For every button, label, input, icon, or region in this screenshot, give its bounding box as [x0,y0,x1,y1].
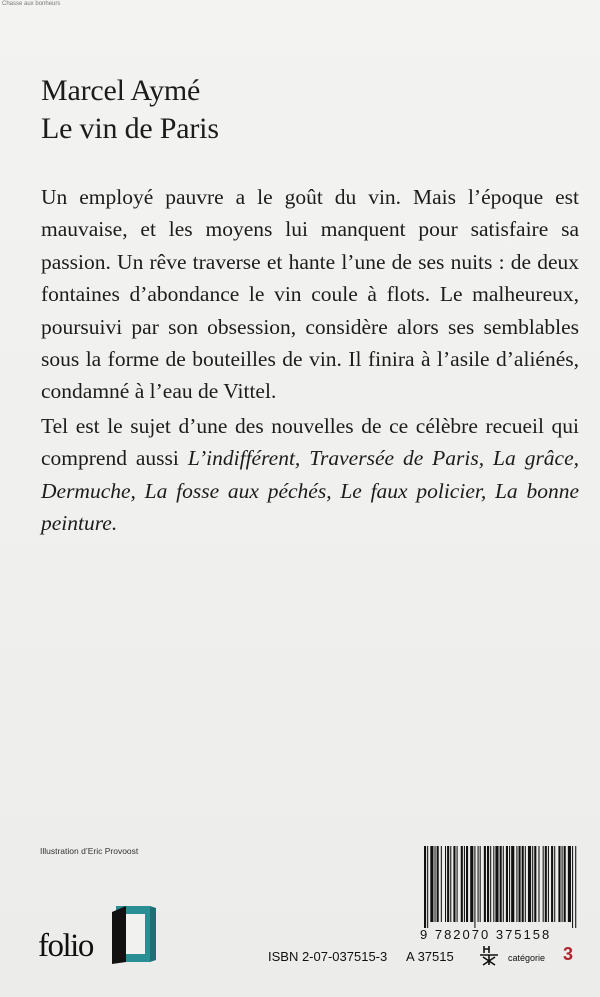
barcode-bar [457,846,458,922]
barcode-bar [490,846,491,922]
barcode-bar [437,846,439,922]
barcode-bar [558,846,560,922]
isbn: ISBN 2-07-037515-3 [268,949,388,964]
barcode-bar [545,846,547,922]
barcode-bar [532,846,533,922]
publisher-sigil-icon [477,943,501,967]
category-label: catégorie [508,953,546,963]
barcode-bar [509,846,510,922]
barcode-bar [572,846,573,928]
barcode-bar [500,846,502,922]
barcode-bar [484,846,486,922]
barcode-bar [478,846,479,922]
barcode-bar [519,846,521,922]
barcode-bar [427,846,428,928]
author-name: Marcel Aymé [41,74,201,107]
folio-logo-word: folio [38,928,93,964]
barcode-bar [525,846,526,922]
barcode-bar [464,846,465,922]
barcode-bar [441,846,442,922]
barcode-digits: 9 782070 375158 [420,927,552,942]
blurb-paragraph-2-text: Tel est le sujet d’une des nouvelles de ce célèbre recueil qui comprend aussi [41,413,579,471]
barcode-bar [474,846,475,928]
barcode-bar [516,846,517,922]
barcode-bar [543,846,544,922]
blurb-paragraph-2 [41,410,579,540]
barcode-bar [568,846,571,922]
barcode-bars [420,846,580,928]
barcode-bar [538,846,539,922]
barcode-bar [551,846,553,922]
barcode-bar [424,846,426,928]
folio-logo [38,902,168,972]
catalog-code: A 37515 [406,949,454,964]
barcode-bar [495,846,498,922]
corner-note: Chasse aux bonheurs [2,1,61,7]
barcode-bar [470,846,473,922]
barcode-bar [450,846,451,922]
barcode-bar [480,846,481,922]
barcode-bar [453,846,455,922]
barcode-bar [511,846,514,922]
other-stories-list: L’indifférent, Traversée de Paris, La grâce, Dermuche, La fosse aux péchés, Le faux policier, La bonne peinture. [41,446,580,536]
category-number: 3 [563,944,574,964]
barcode-bar [575,846,576,928]
barcode-bar [487,846,489,922]
barcode [420,846,580,946]
barcode-bar [564,846,566,922]
barcode-bar [506,846,508,922]
barcode-bar [522,846,524,922]
book-title: Le vin de Paris [41,112,219,145]
barcode-bar [445,846,446,922]
barcode-bar [554,846,555,922]
barcode-bar [534,846,536,922]
barcode-bar [461,846,463,922]
folio-logo-mark [110,902,158,966]
barcode-bar [447,846,449,922]
blurb-paragraph-1: Un employé pauvre a le goût du vin. Mais l’époque est mauvaise, et les moyens lui manquent pour satisfaire sa passion. Un rêve traverse et hante l’une de ses nuits : de deux fontaines d’abondance le vin coule à flots. Le malheureux, poursuivi par son obsession, considère alors ses semblables sous la forme de bouteilles de vin. Il finira à l’asile d’aliénés, condamné à l’eau de Vittel. [41,185,579,404]
barcode-bar [528,846,531,922]
barcode-bar [548,846,549,922]
barcode-bar [503,846,504,922]
barcode-bar [493,846,494,922]
barcode-bar [430,846,433,922]
barcode-bar [435,846,436,922]
illustration-credit: Illustration d’Eric Provoost [40,846,139,856]
barcode-bar [466,846,468,922]
barcode-bar [562,846,563,922]
blurb [41,181,579,539]
